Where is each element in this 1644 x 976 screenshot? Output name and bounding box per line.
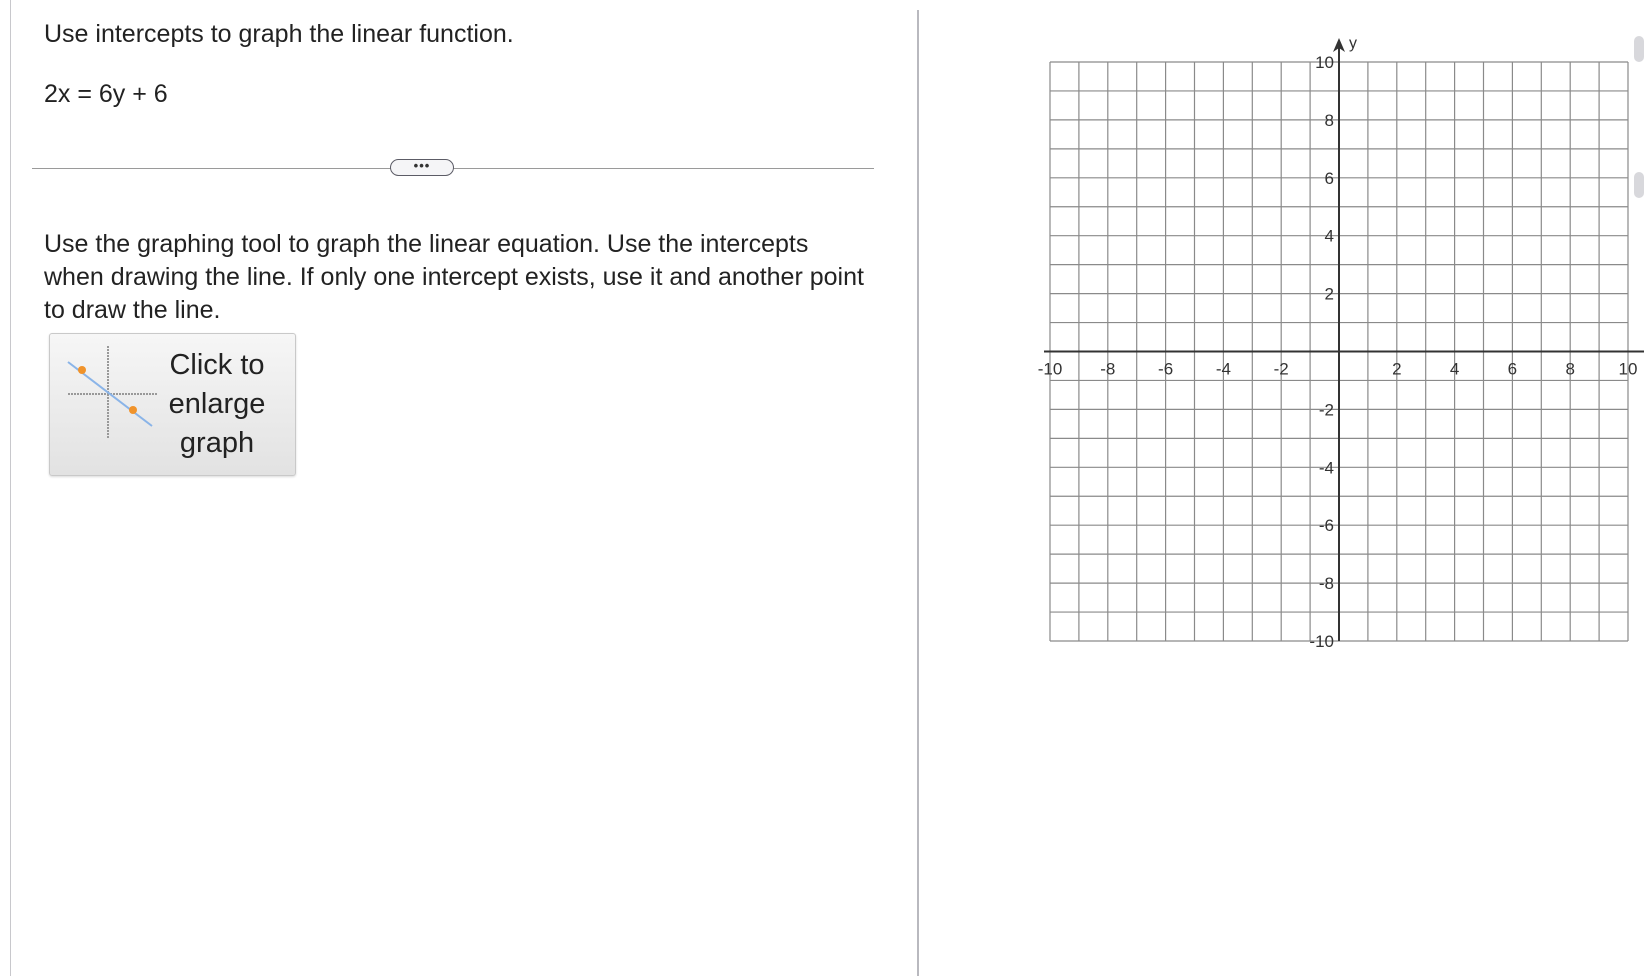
pane-divider[interactable] [917,10,919,976]
enlarge-graph-button[interactable] [49,333,296,476]
right-edge-tab[interactable] [1634,172,1644,198]
graph-thumbnail-icon [60,344,160,444]
y-tick-label: -8 [1318,574,1334,594]
x-tick-label: 2 [1392,359,1402,379]
y-tick-label: -2 [1318,400,1334,420]
x-tick-label: -4 [1215,359,1231,379]
x-tick-label: 6 [1507,359,1518,379]
y-tick-label: 2 [1324,284,1334,304]
coordinate-graph[interactable] [990,20,1638,680]
y-tick-label: 10 [1315,53,1334,72]
enlarge-graph-label: Click to enlarge graph [168,349,266,459]
y-tick-label: -6 [1318,516,1334,536]
expand-more-button[interactable]: ••• [390,159,454,176]
x-tick-label: 4 [1449,359,1460,379]
y-tick-label: -4 [1318,458,1334,478]
x-tick-label: -8 [1100,359,1116,379]
x-tick-label: 10 [1618,359,1638,379]
x-tick-label: -10 [1037,359,1063,379]
y-tick-label: 4 [1324,226,1334,246]
question-equation: 2x = 6y + 6 [44,80,168,108]
axes [1044,38,1644,641]
y-tick-label: -10 [1309,632,1334,651]
tick-labels [1038,35,1644,651]
y-axis-label: y [1349,35,1357,52]
x-tick-label: -6 [1158,359,1174,379]
x-tick-label: 8 [1565,359,1575,379]
right-edge-tab[interactable] [1634,36,1644,62]
instructions-text: Use the graphing tool to graph the linear equation. Use the intercepts when drawing the line. If only one intercept exists, use it and another point to draw the line. [44,230,864,324]
y-tick-label: 6 [1324,168,1334,188]
left-border [10,0,11,976]
x-tick-label: -2 [1273,359,1289,379]
y-tick-label: 8 [1324,110,1334,130]
question-title: Use intercepts to graph the linear function. [44,20,514,48]
